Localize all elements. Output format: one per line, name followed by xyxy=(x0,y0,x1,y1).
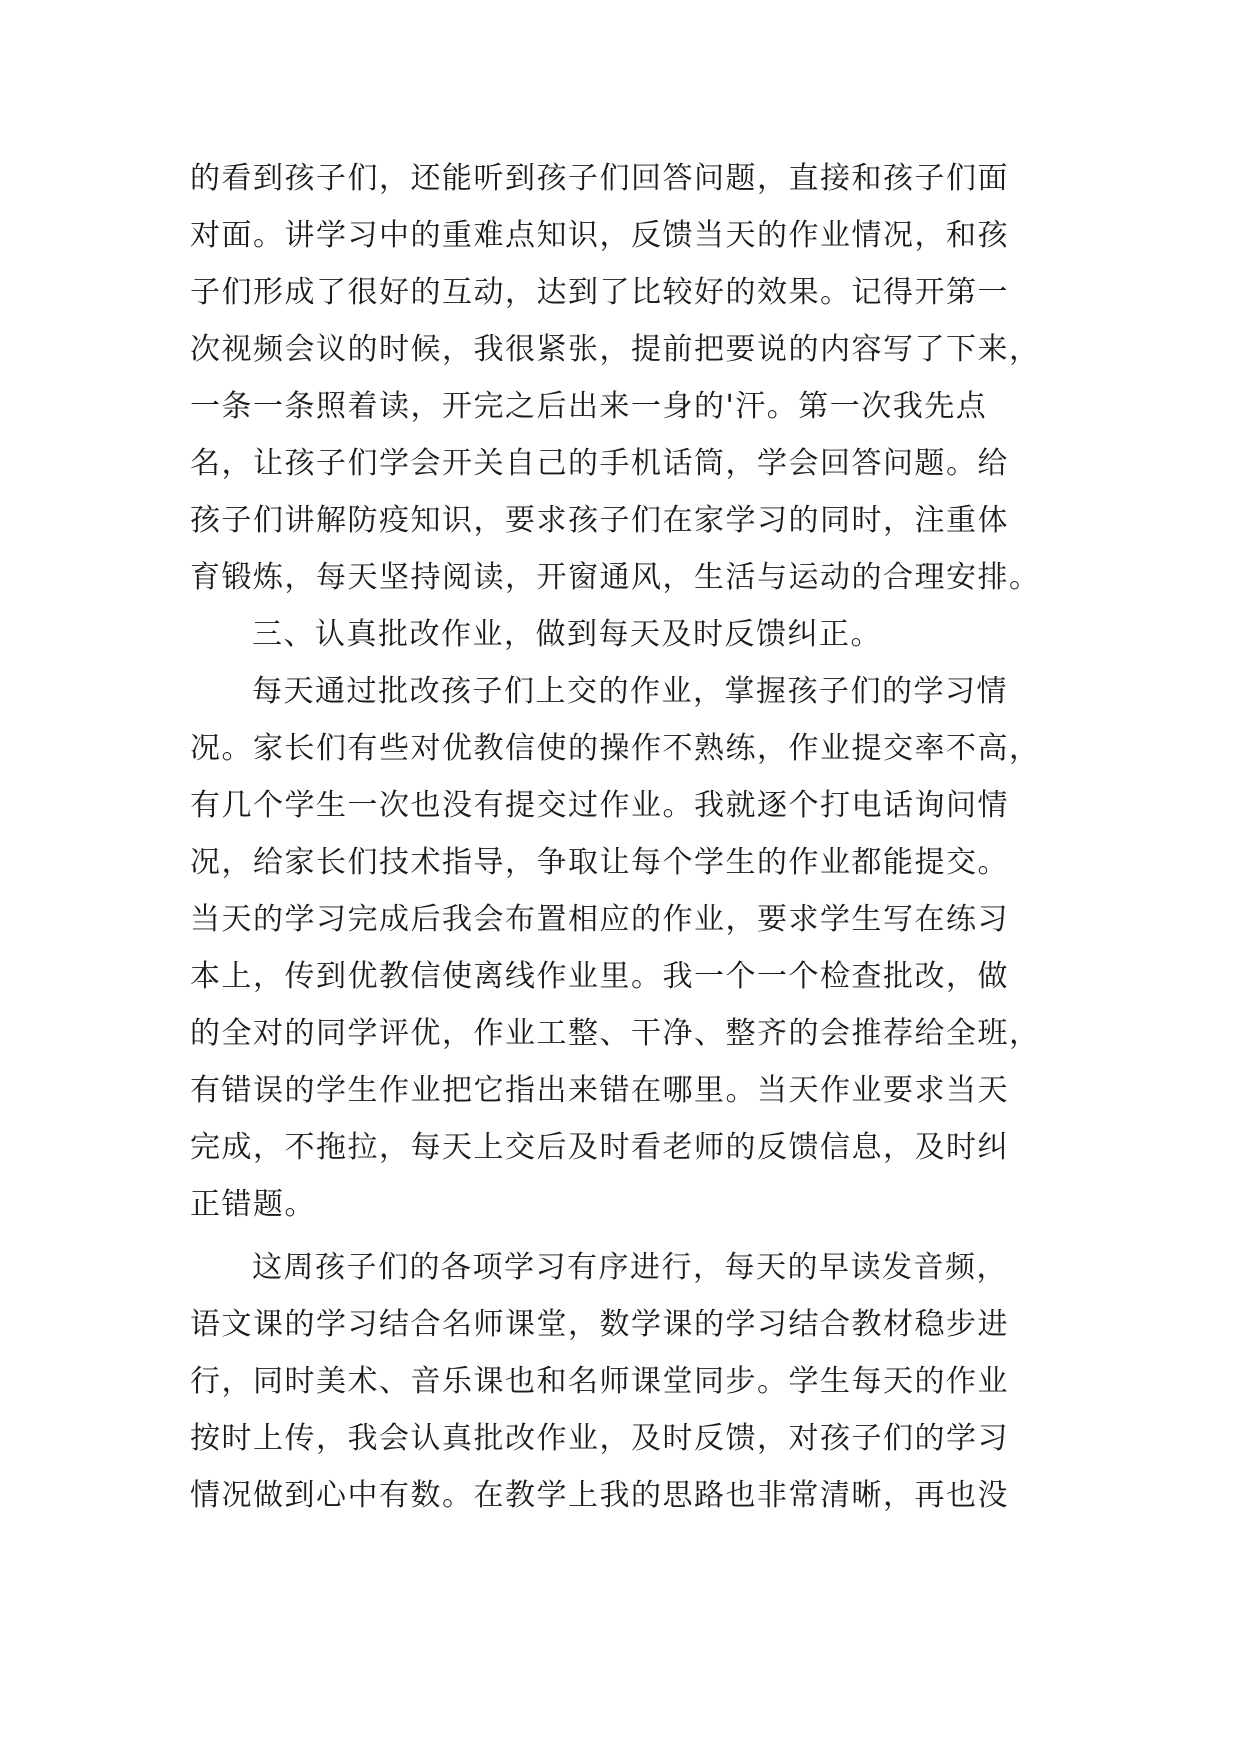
section-heading: 三、认真批改作业，做到每天及时反馈纠正。 xyxy=(252,617,882,652)
text-line: 子们形成了很好的互动，达到了比较好的效果。记得开第一 xyxy=(190,275,1009,310)
text-line: 语文课的学习结合名师课堂，数学课的学习结合教材稳步进 xyxy=(190,1307,1009,1342)
text-line: 名，让孩子们学会开关自己的手机话筒，学会回答问题。给 xyxy=(190,446,1009,481)
text-line: 况，给家长们技术指导，争取让每个学生的作业都能提交。 xyxy=(190,845,1009,880)
text-line: 当天的学习完成后我会布置相应的作业，要求学生写在练习 xyxy=(190,902,1009,937)
text-line: 对面。讲学习中的重难点知识，反馈当天的作业情况，和孩 xyxy=(190,218,1009,253)
text-line: 行，同时美术、音乐课也和名师课堂同步。学生每天的作业 xyxy=(190,1364,1009,1399)
text-line: 况。家长们有些对优教信使的操作不熟练，作业提交率不高， xyxy=(190,731,1041,766)
text-line: 有几个学生一次也没有提交过作业。我就逐个打电话询问情 xyxy=(190,788,1009,823)
text-line: 正错题。 xyxy=(190,1187,316,1222)
text-line: 这周孩子们的各项学习有序进行，每天的早读发音频， xyxy=(252,1250,1008,1285)
text-line: 情况做到心中有数。在教学上我的思路也非常清晰，再也没 xyxy=(190,1478,1009,1513)
text-line: 孩子们讲解防疫知识，要求孩子们在家学习的同时，注重体 xyxy=(190,503,1009,538)
text-line: 的看到孩子们，还能听到孩子们回答问题，直接和孩子们面 xyxy=(190,161,1009,196)
text-line: 按时上传，我会认真批改作业，及时反馈，对孩子们的学习 xyxy=(190,1421,1009,1456)
text-line: 的全对的同学评优，作业工整、干净、整齐的会推荐给全班， xyxy=(190,1016,1041,1051)
text-line: 本上，传到优教信使离线作业里。我一个一个检查批改，做 xyxy=(190,959,1009,994)
text-line: 育锻炼，每天坚持阅读，开窗通风，生活与运动的合理安排。 xyxy=(190,560,1041,595)
text-line: 每天通过批改孩子们上交的作业，掌握孩子们的学习情 xyxy=(252,674,1008,709)
text-line: 完成，不拖拉，每天上交后及时看老师的反馈信息，及时纠 xyxy=(190,1130,1009,1165)
text-line: 有错误的学生作业把它指出来错在哪里。当天作业要求当天 xyxy=(190,1073,1009,1108)
body-text xyxy=(190,150,1060,1524)
text-line: 次视频会议的时候，我很紧张，提前把要说的内容写了下来， xyxy=(190,332,1041,367)
text-line: 一条一条照着读，开完之后出来一身的'汗。第一次我先点 xyxy=(190,389,988,424)
